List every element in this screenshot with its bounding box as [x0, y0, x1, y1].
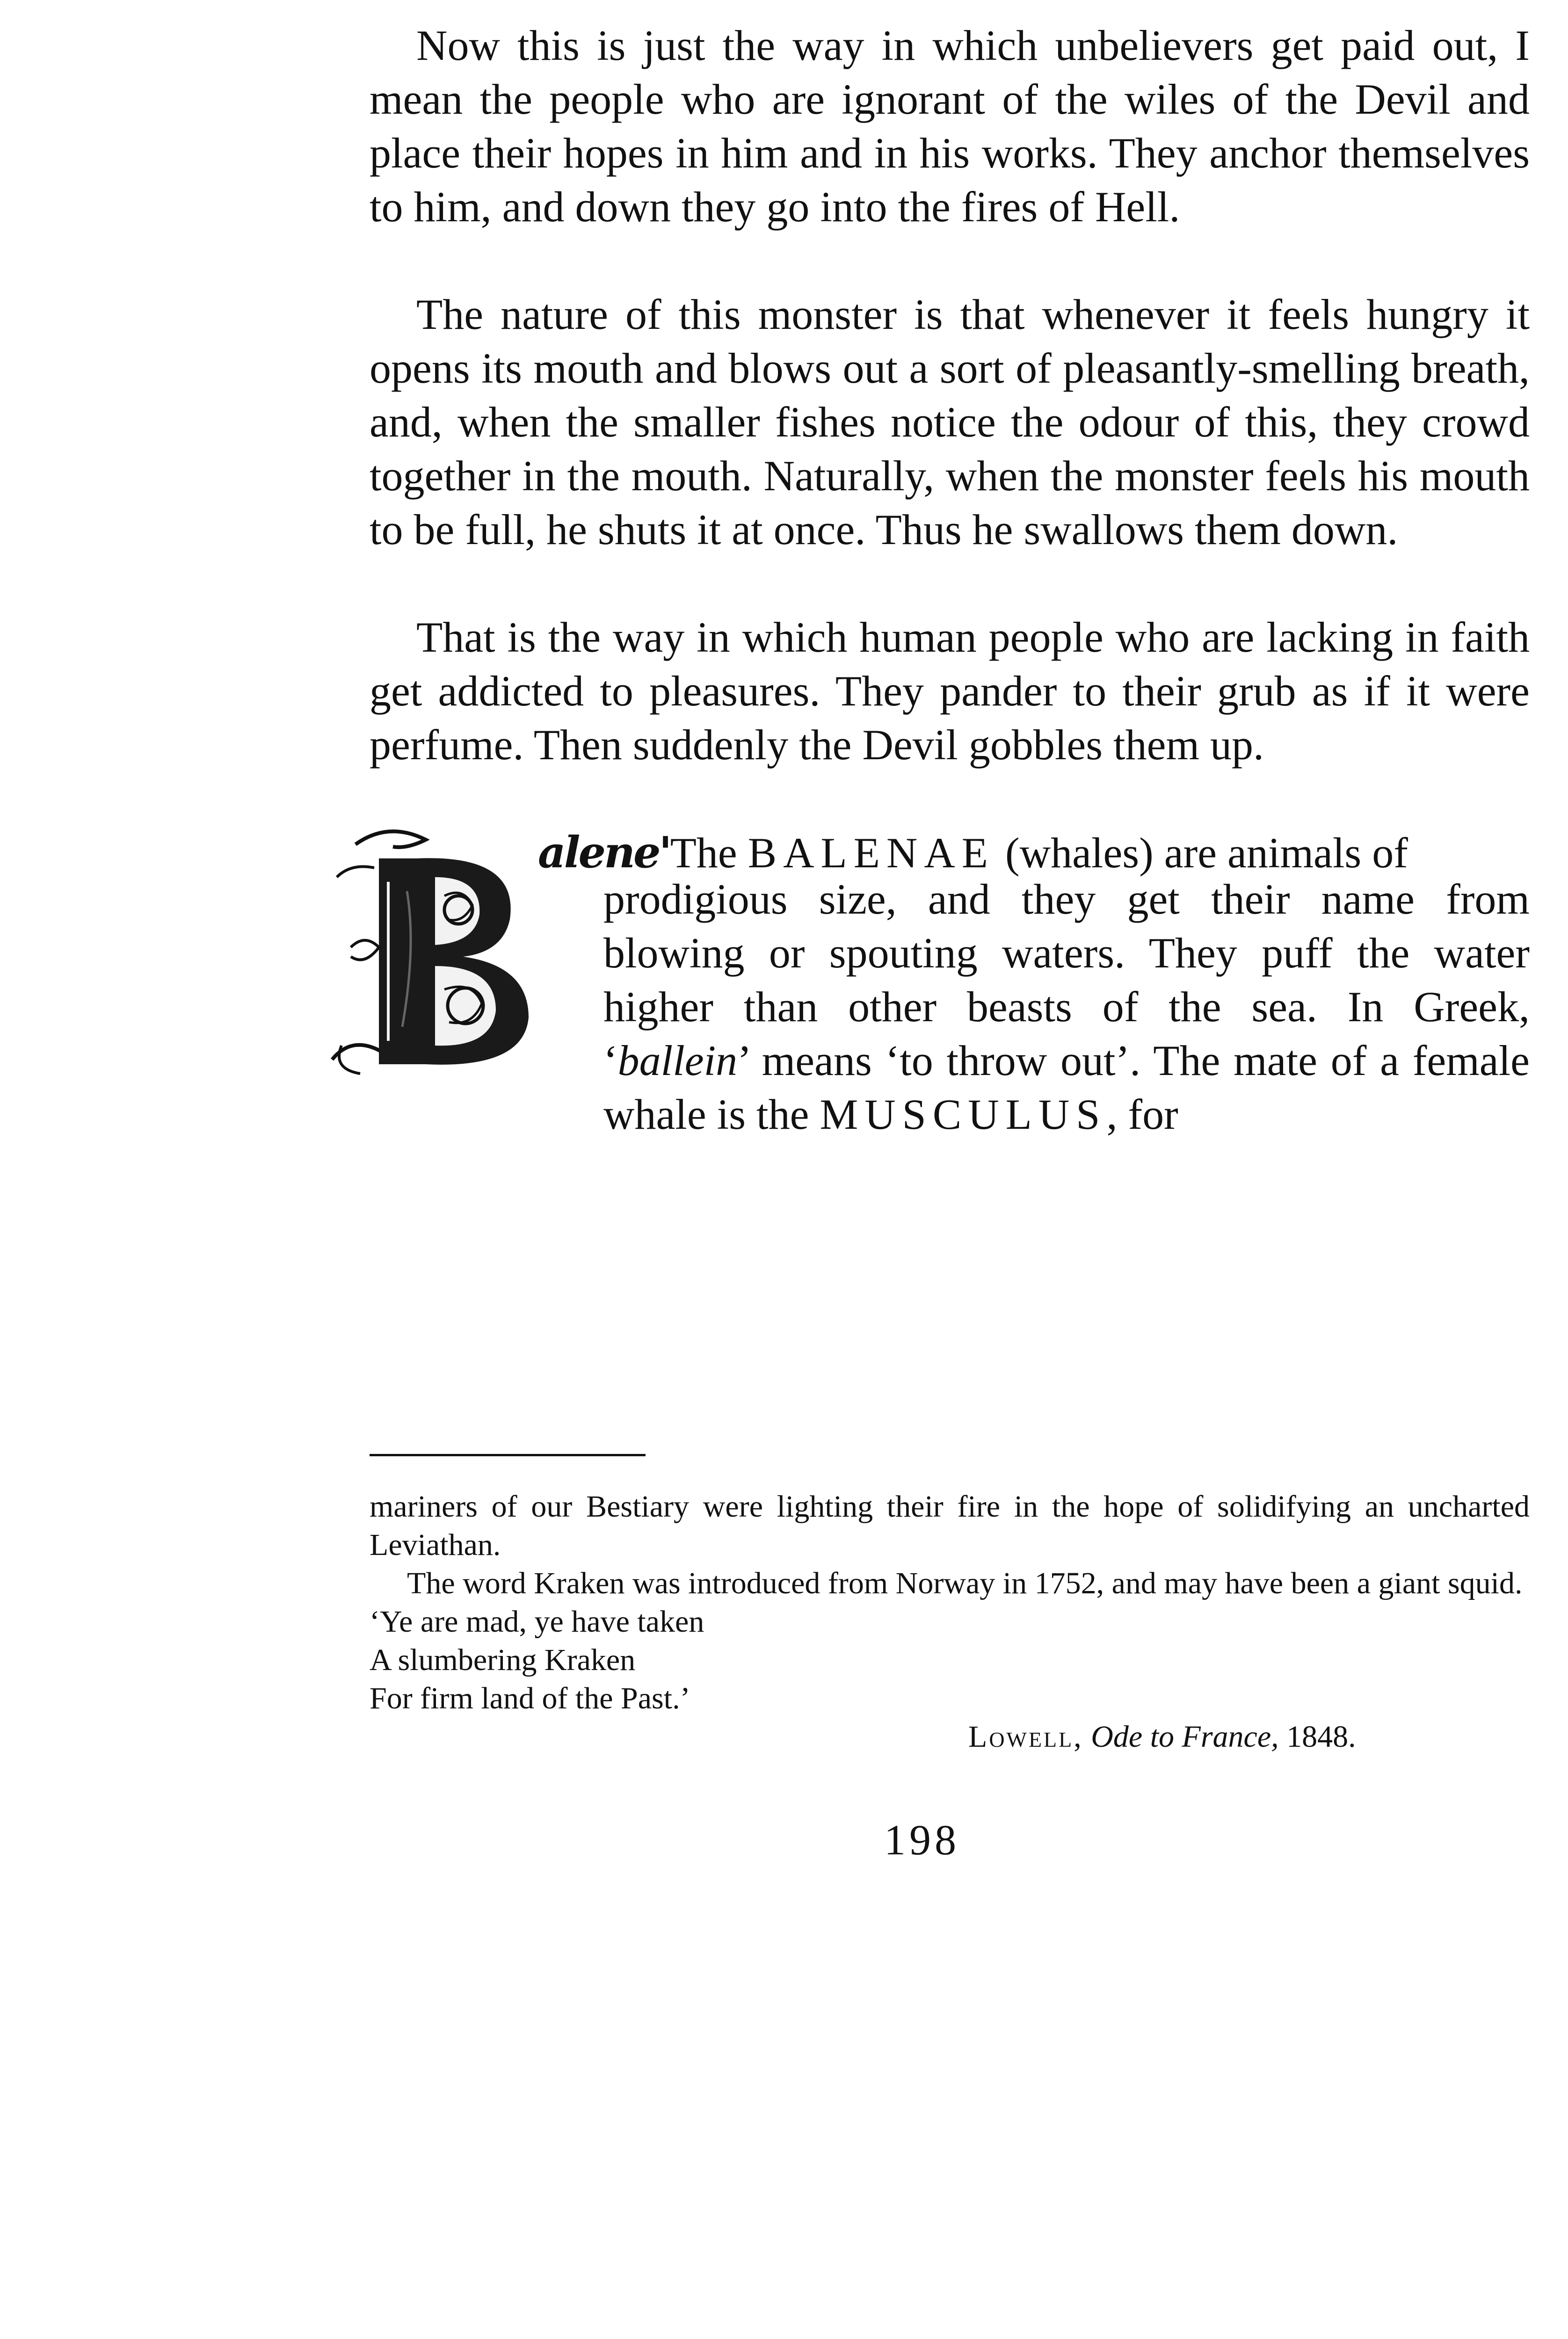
footnote-kraken: The word Kraken was introduced from Norway in 1752, and may have been a giant squid. — [407, 1566, 1523, 1600]
decorated-initial-b-icon — [323, 826, 566, 1088]
footnote-divider — [370, 1454, 646, 1456]
verse-line: A slumbering Kraken — [370, 1643, 636, 1677]
balenae-lead: The — [670, 829, 748, 877]
greek-word: ballein — [617, 1037, 738, 1084]
page-number: 198 — [884, 1816, 960, 1864]
balenae-body — [603, 872, 1530, 1141]
footnotes — [370, 1488, 1530, 1756]
balenae-body-3: , for — [1106, 1090, 1178, 1138]
balenae-body-1: prodigious size, and they get their name from blowing or spouting waters. They puff the water higher than other beasts of the sea. In Greek, ‘ — [603, 875, 1530, 1084]
verse-line: ‘Ye are mad, ye have taken — [370, 1605, 704, 1639]
balenae-first-line — [538, 826, 1530, 880]
paragraph-unbelievers: Now this is just the way in which unbelievers get paid out, I mean the people who are ignorant of the wiles of the Devil and place their hopes in him and in his works. They anchor themselves to him, and down they go into the fires of Hell. — [370, 22, 1530, 231]
page-body — [370, 19, 1530, 1191]
musculus-name: MUSCULUS — [820, 1090, 1107, 1138]
verse-attribution — [968, 1718, 1530, 1756]
attribution-year: 1848. — [1278, 1720, 1356, 1754]
balenae-name: BALENAE — [748, 829, 995, 877]
paragraph-lacking-faith: That is the way in which human people who are lacking in faith get addicted to pleasures. They pander to their grub as if it were perfume. Then suddenly the Devil gobbles them up. — [370, 613, 1530, 769]
verse-line: For firm land of the Past.’ — [370, 1681, 690, 1715]
footnote-mariners: mariners of our Bestiary were lighting their fire in the hope of solidifying an uncharted Leviathan. — [370, 1489, 1530, 1562]
paragraph-monster-nature: The nature of this monster is that whenever it feels hungry it opens its mouth and blows out a sort of pleasantly-smelling breath, and, when the smaller fishes notice the odour of this, they crowd together in the mouth. Naturally, when the monster feels his mouth to be full, he shuts it at once. Thus he swallows them down. — [370, 291, 1530, 553]
gothic-heading-word: alene' — [538, 827, 670, 878]
balenae-section — [370, 826, 1530, 1191]
balenae-after-name: (whales) are animals of — [995, 829, 1408, 877]
attribution-author: Lowell, — [968, 1720, 1083, 1754]
balenae-body-2: ’ means ‘to throw out’. The mate of a female whale is the — [603, 1037, 1530, 1138]
attribution-work: Ode to France, — [1091, 1720, 1279, 1754]
